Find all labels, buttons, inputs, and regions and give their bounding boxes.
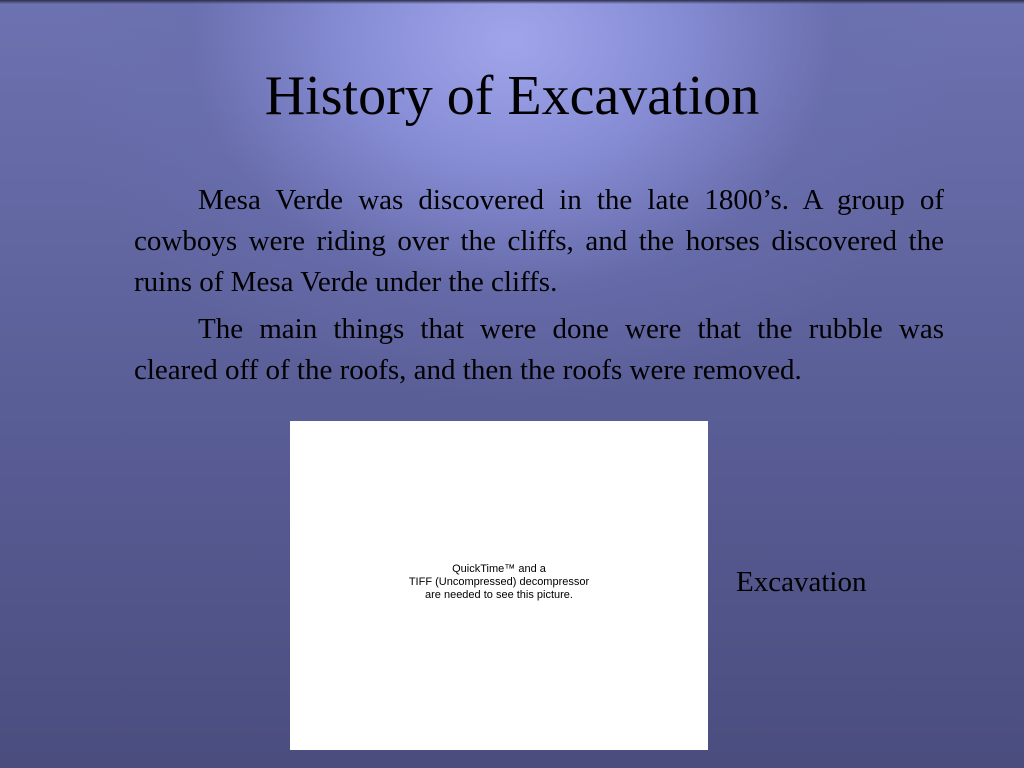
placeholder-line-1: QuickTime™ and a — [452, 563, 546, 575]
placeholder-line-2: TIFF (Uncompressed) decompressor — [408, 576, 590, 588]
image-caption: Excavation — [736, 566, 867, 598]
placeholder-message — [290, 563, 708, 602]
slide-body — [134, 180, 944, 397]
slide-title: History of Excavation — [264, 65, 760, 127]
paragraph-discovery: Mesa Verde was discovered in the late 1800’s. A group of cowboys were riding over the cliffs, and the horses discovered the ruins of Mesa Verde under the cliffs. — [134, 184, 944, 298]
placeholder-line-3: are needed to see this picture. — [425, 589, 573, 601]
slide-top-edge — [0, 0, 1024, 4]
paragraph-excavation-steps: The main things that were done were that the rubble was cleared off of the roofs, and then the roofs were removed. — [134, 313, 944, 386]
quicktime-image-placeholder — [290, 421, 708, 750]
